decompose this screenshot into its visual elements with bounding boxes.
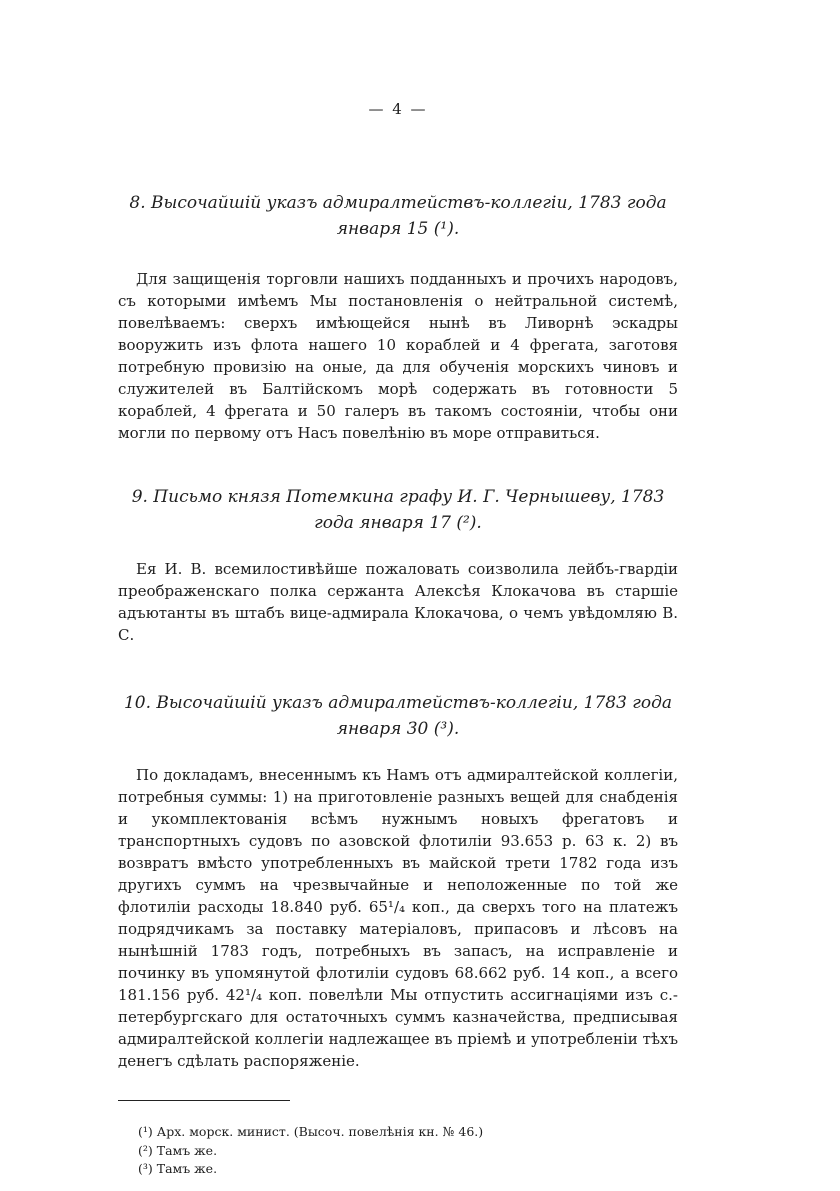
footnote: (¹) Арх. морск. минист. (Высоч. повелѣнія кн. № 46.) — [138, 1124, 484, 1139]
section-heading: 9. Письмо князя Потемкина графу И. Г. Чернышеву, 1783 года января 17 (²). — [131, 487, 665, 533]
section-paragraph: По докладамъ, внесеннымъ къ Намъ отъ адмиралтейской коллегіи, потребныя суммы: 1) на приготовленіе разныхъ вещей для снабденія и укомплектованія всѣмъ нужнымъ новыхъ фрегатовъ и транспортныхъ судовъ по азовской флотиліи 93.653 р. 63 к. 2) въ возвратъ вмѣсто употребленныхъ въ майской трети 1782 года изъ другихъ суммъ на чрезвычайные и неположенные по той же флотиліи расходы 18.840 руб. 65¹/₄ коп., да сверхъ того на платежъ подрядчикамъ за поставку матеріаловъ, припасовъ и лѣсовъ на нынѣшній 1783 годъ, потребныхъ въ запасъ, на исправленіе и починку въ упомянутой флотиліи судовъ 68.662 руб. 14 коп., а всего 181.156 руб. 42¹/₄ коп. повелѣли Мы отпустить ассигнаціями изъ с.-петербургскаго для остаточныхъ суммъ казначейства, предписывая адмиралтейской коллегіи надлежащее въ пріемѣ и употребленіи тѣхъ денегъ сдѣлать распоряженіе. — [118, 766, 678, 1070]
page-number: — 4 — — [368, 100, 428, 118]
footnote: (³) Тамъ же. — [138, 1161, 218, 1176]
section-paragraph: Ея И. В. всемилостивѣйше пожаловать соизволила лейбъ-гвардіи преображенскаго полка сержанта Алексѣя Клокачова въ старшіе адъютанты въ штабъ вице-адмирала Клокачова, о чемъ увѣдомляю В. С. — [118, 560, 678, 644]
section-heading: 8. Высочайшій указъ адмиралтействъ-коллегіи, 1783 года января 15 (¹). — [129, 193, 667, 239]
section-paragraph: Для защищенія торговли нашихъ подданныхъ и прочихъ народовъ, съ которыми имѣемъ Мы постановленія о нейтральной системѣ, повелѣваемъ: сверхъ имѣющейся нынѣ въ Ливорнѣ эскадры вооружить изъ флота нашего 10 кораблей и 4 фрегата, заготовя потребную провизію на оные, да для обученія морскихъ чиновъ и служителей въ Балтійскомъ морѣ содержать въ готовности 5 кораблей, 4 фрегата и 50 галеръ въ такомъ состояніи, чтобы они могли по первому отъ Насъ повелѣнію въ море отправиться. — [118, 270, 678, 442]
section-heading: 10. Высочайшій указъ адмиралтействъ-коллегіи, 1783 года января 30 (³). — [123, 693, 673, 739]
document-page — [118, 100, 678, 1179]
footnote: (²) Тамъ же. — [138, 1142, 218, 1158]
